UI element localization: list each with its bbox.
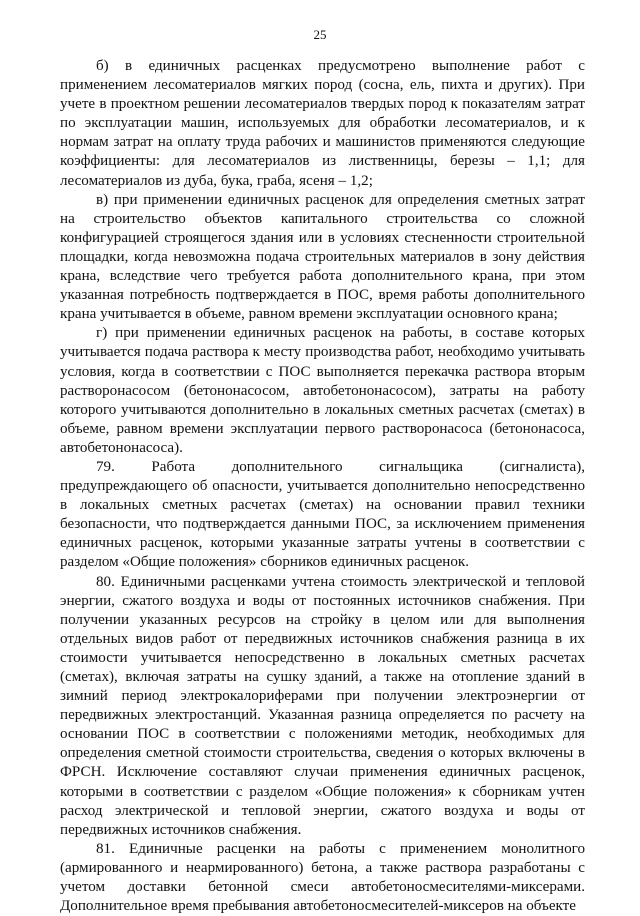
paragraph-80-energy-supply: 80. Единичными расценками учтена стоимость электрической и тепловой энергии, сжатого воздуха и воды от постоянных источников снабжения. При получении указанных ресурсов на стройку в целом или для выполнения отдельных видов работ от передвижных источников снабжения разница в их стоимости учитывается непосредственно в локальных сметных расчетах (сметах), включая затраты на сушку зданий, а также на отопление зданий в зимний период электрокалориферами при получении электроэнергии от передвижных электростанций. Указанная разница определяется по расчету на основании ПОС в соответствии с положениями методик, необходимых для определения сметной стоимости строительства, сведения о которых включены в ФРСН. Исключение составляют случаи применения единичных расценок, которыми в соответствии с разделом «Общие положения» к сборникам учтен расход электрической и тепловой энергии, сжатого воздуха и воды от передвижных источников снабжения. [60,573,585,838]
paragraph-79-signalman: 79. Работа дополнительного сигнальщика (сигналиста), предупреждающего об опасности, учитывается дополнительно непосредственно в локальных сметных расчетах (сметах) на основании правил техники безопасности, что подтверждается данными ПОС, за исключением применения единичных расценок, которыми указанные затраты учтены в соответствии с разделом «Общие положения» сборников единичных расценок. [60,458,585,571]
document-body [60,57,585,916]
paragraph-b-softwood-coefficients: б) в единичных расценках предусмотрено выполнение работ с применением лесоматериалов мягких пород (сосна, ель, пихта и других). При учете в проектном решении лесоматериалов твердых пород к показателям затрат по эксплуатации машин, используемых для обработки лесоматериалов, и к нормам затрат на оплату труда рабочих и машинистов применяются следующие коэффициенты: для лесоматериалов из лиственницы, березы – 1,1; для лесоматериалов из дуба, бука, граба, ясеня – 1,2; [60,58,585,189]
paragraph-v-additional-crane: в) при применении единичных расценок для определения сметных затрат на строительство объектов капитального строительства со сложной конфигурацией строящегося здания или в условиях стесненности строительной площадки, когда невозможна подача строительных материалов в зону действия крана, вследствие чего требуется работа дополнительного крана, при этом указанная потребность подтверждается в ПОС, время работы дополнительного крана учитывается в объеме, равном времени эксплуатации основного крана; [60,191,585,323]
paragraph-81-concrete-delivery: 81. Единичные расценки на работы с применением монолитного (армированного и неармированного) бетона, а также раствора разработаны с учетом доставки бетонной смеси автобетоносмесителями-миксерами. Дополнительное время пребывания автобетоносмесителей-миксеров на объекте [60,840,585,915]
paragraph-g-mortar-pump: г) при применении единичных расценок на работы, в составе которых учитывается подача раствора к месту производства работ, необходимо учитывать условия, когда в соответствии с ПОС выполняется перекачка раствора вторым растворонасосом (бетононасосом, автобетононасосом), затраты на работу которого учитываются дополнительно в локальных сметных расчетах (сметах) в объеме, равном времени эксплуатации первого растворонасоса (бетононасоса, автобетононасоса). [60,325,585,456]
page-number: 25 [313,27,327,42]
